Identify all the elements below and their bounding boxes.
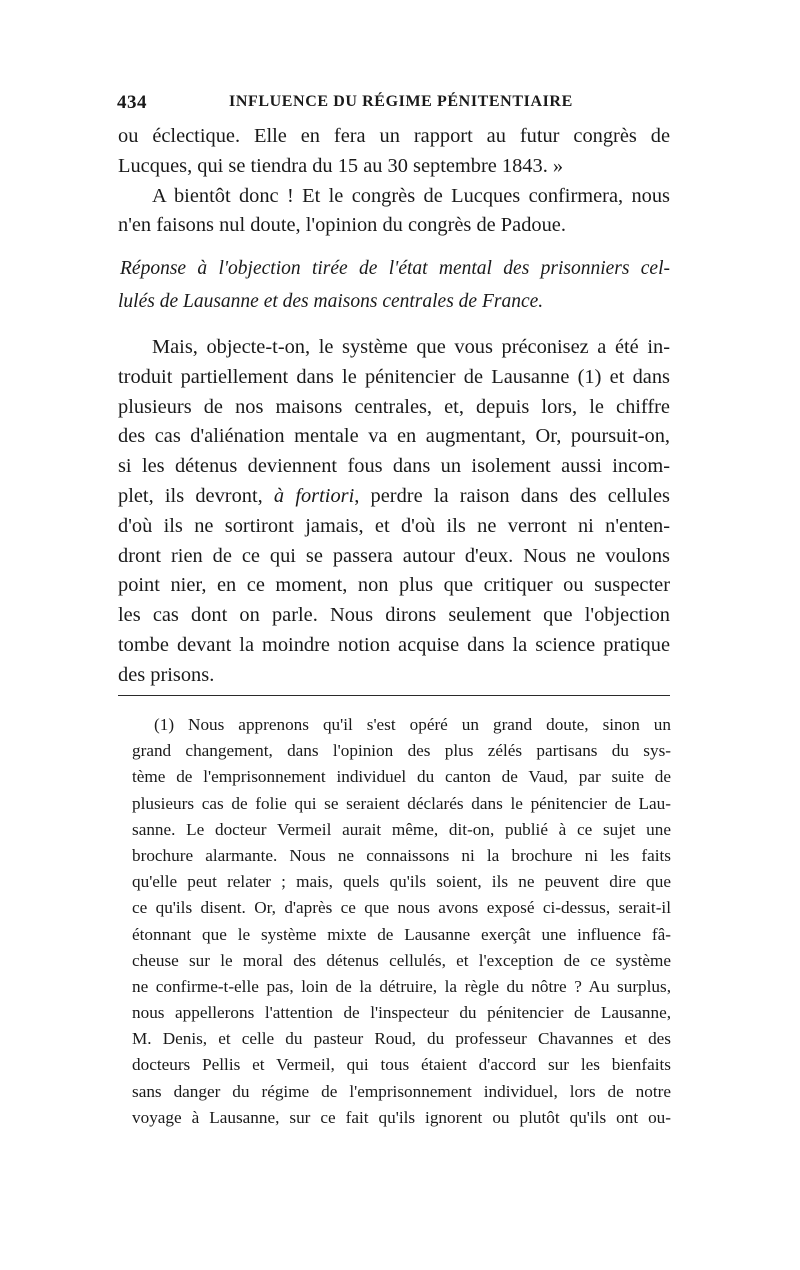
footnote-line: voyage à Lausanne, sur ce fait qu'ils ignorent ou plutôt qu'ils ont ou- — [132, 1107, 671, 1127]
footnote — [132, 712, 671, 1131]
text-line: n'en faisons nul doute, l'opinion du congrès de Padoue. — [118, 214, 566, 237]
text-segment: , perdre la raison dans des cellules — [354, 484, 670, 507]
footnote-line: étonnant que le système mixte de Lausanne exerçât une influence fâ- — [132, 924, 671, 944]
footnote-line: grand changement, dans l'opinion des plus zélés partisans du sys- — [132, 741, 671, 761]
footnote-line: sanne. Le docteur Vermeil aurait même, dit-on, publié à ce sujet une — [132, 819, 671, 839]
footnote-line: M. Denis, et celle du pasteur Roud, du professeur Chavannes et des — [132, 1029, 671, 1049]
main-paragraph — [118, 333, 670, 691]
heading-line: Réponse à l'objection tirée de l'état mental des prisonniers cel- — [120, 258, 670, 279]
footnote-line: ce qu'ils disent. Or, d'après ce que nous avons exposé ci-dessus, serait-il — [132, 898, 671, 918]
footnote-separator-rule — [118, 695, 670, 696]
italic-phrase: à fortiori — [273, 484, 355, 507]
text-line: des cas d'aliénation mentale va en augmentant, Or, poursuit-on, — [118, 425, 670, 448]
text-line: Lucques, qui se tiendra du 15 au 30 septembre 1843. » — [118, 154, 564, 177]
heading-line: lulés de Lausanne et des maisons centrales de France. — [118, 291, 544, 312]
text-line: plusieurs de nos maisons centrales, et, depuis lors, le chiffre — [118, 395, 670, 418]
footnote-line: nous appellerons l'attention de l'inspecteur du pénitencier de Lausanne, — [132, 1003, 671, 1023]
footnote-line: qu'elle peut relater ; mais, quels qu'ils soient, ils ne peuvent dire que — [132, 872, 671, 892]
text-line: dront rien de ce qui se passera autour d'eux. Nous ne voulons — [118, 544, 670, 567]
running-head — [117, 92, 677, 120]
text-line: d'où ils ne sortiront jamais, et d'où ils ne verront ni n'enten- — [118, 514, 670, 537]
footnote-line: docteurs Pellis et Vermeil, qui tous étaient d'accord sur les bienfaits — [132, 1055, 671, 1075]
text-line-with-italic — [118, 482, 670, 512]
footnote-line: sans danger du régime de l'emprisonnement individuel, lors de notre — [132, 1081, 671, 1101]
text-line: des prisons. — [118, 663, 215, 686]
text-line: ou éclectique. Elle en fera un rapport au futur congrès de — [118, 125, 670, 147]
text-line: tombe devant la moindre notion acquise dans la science pratique — [118, 633, 670, 656]
text-line: A bientôt donc ! Et le congrès de Lucques confirmera, nous — [152, 184, 670, 207]
running-title: INFLUENCE DU RÉGIME PÉNITENTIAIRE — [229, 93, 573, 110]
footnote-line: cheuse sur le moral des détenus cellulés, et l'exception de ce système — [132, 950, 671, 970]
text-segment: plet, ils devront, — [118, 484, 274, 507]
page-number: 434 — [117, 92, 147, 113]
paragraph-continuation — [118, 122, 670, 241]
section-heading — [118, 252, 670, 318]
text-line: Mais, objecte-t-on, le système que vous préconisez a été in- — [152, 336, 670, 358]
text-line: les cas dont on parle. Nous dirons seulement que l'objection — [118, 604, 670, 627]
text-line: point nier, en ce moment, non plus que critiquer ou suspecter — [118, 574, 670, 597]
text-line: troduit partiellement dans le pénitencier de Lausanne (1) et dans — [118, 365, 670, 388]
text-line: si les détenus deviennent fous dans un isolement aussi incom- — [118, 455, 670, 478]
footnote-line: tème de l'emprisonnement individuel du canton de Vaud, par suite de — [132, 767, 671, 787]
footnote-line: (1) Nous apprenons qu'il s'est opéré un grand doute, sinon un — [154, 715, 671, 734]
footnote-line: plusieurs cas de folie qui se seraient déclarés dans le pénitencier de Lau- — [132, 793, 671, 813]
footnote-line: ne confirme-t-elle pas, loin de la détruire, la règle du nôtre ? Au surplus, — [132, 976, 671, 996]
footnote-line: brochure alarmante. Nous ne connaissons ni la brochure ni les faits — [132, 845, 671, 865]
